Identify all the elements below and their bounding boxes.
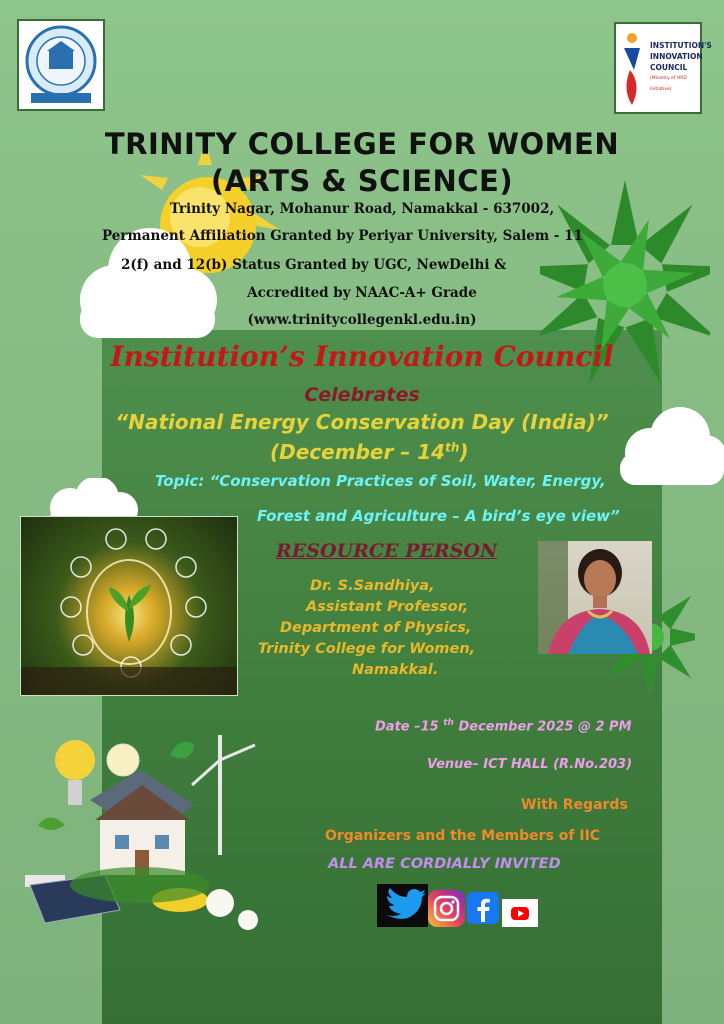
date-sup: th <box>443 718 454 728</box>
college-name-line2: (ARTS & SCIENCE) <box>210 164 514 198</box>
event-date-text: (December – 14 <box>270 440 446 464</box>
organizers-text: Organizers and the Members of IIC <box>325 828 601 844</box>
date-label: Date –15 <box>375 719 444 735</box>
invitation-text: ALL ARE CORDIALLY INVITED <box>328 856 561 872</box>
iic-logo-line: INSTITUTION'S <box>650 41 712 50</box>
topic-line: Topic: “Conservation Practices of Soil, Water, Energy, <box>155 472 606 490</box>
event-date <box>270 440 570 464</box>
resource-person-designation: Assistant Professor, <box>306 599 469 615</box>
eco-house-illustration <box>20 725 270 940</box>
resource-person-college: Trinity College for Women, <box>258 641 476 657</box>
iic-logo-line: (Ministry of HRD Initiative) <box>650 76 687 92</box>
resource-person-details <box>258 576 538 681</box>
facebook-icon[interactable] <box>467 892 499 924</box>
resource-person-name: Dr. S.Sandhiya, <box>310 578 435 594</box>
website-text: (www.trinitycollegenkl.edu.in) <box>247 312 477 328</box>
energy-bulb-image <box>20 516 238 696</box>
council-title: Institution’s Innovation Council <box>110 340 614 373</box>
address-line: Accredited by NAAC-A+ Grade <box>247 285 477 301</box>
twitter-icon[interactable] <box>377 884 428 927</box>
regards-text: With Regards <box>521 797 628 813</box>
college-logo <box>17 19 105 111</box>
topic-line: Forest and Agriculture – A bird’s eye view” <box>257 507 620 525</box>
event-date-close: ) <box>459 440 469 464</box>
resource-person-department: Department of Physics, <box>280 620 472 636</box>
address-line: Trinity Nagar, Mohanur Road, Namakkal - 637002, <box>169 201 555 217</box>
college-name-line1: TRINITY COLLEGE FOR WOMEN <box>104 127 620 161</box>
celebrates-text: Celebrates <box>304 384 420 406</box>
resource-person-photo <box>538 541 652 654</box>
address-line: 2(f) and 12(b) Status Granted by UGC, NewDelhi & <box>121 257 507 273</box>
youtube-icon[interactable] <box>502 899 538 927</box>
date-value: December 2025 @ 2 PM <box>453 719 632 735</box>
resource-person-city: Namakkal. <box>352 662 439 678</box>
event-date-time <box>375 718 632 734</box>
iic-logo <box>614 22 712 114</box>
iic-figure-icon <box>620 30 650 110</box>
event-date-sup: th <box>445 440 460 455</box>
address-line: Permanent Affiliation Granted by Periyar University, Salem - 11 <box>102 228 583 244</box>
iic-logo-line: INNOVATION <box>650 52 703 61</box>
resource-person-heading: RESOURCE PERSON <box>276 540 498 562</box>
iic-logo-line: COUNCIL <box>650 63 688 72</box>
instagram-icon[interactable] <box>428 890 465 927</box>
venue-text: Venue– ICT HALL (R.No.203) <box>427 757 633 772</box>
event-name: “National Energy Conservation Day (India)” <box>115 410 609 434</box>
